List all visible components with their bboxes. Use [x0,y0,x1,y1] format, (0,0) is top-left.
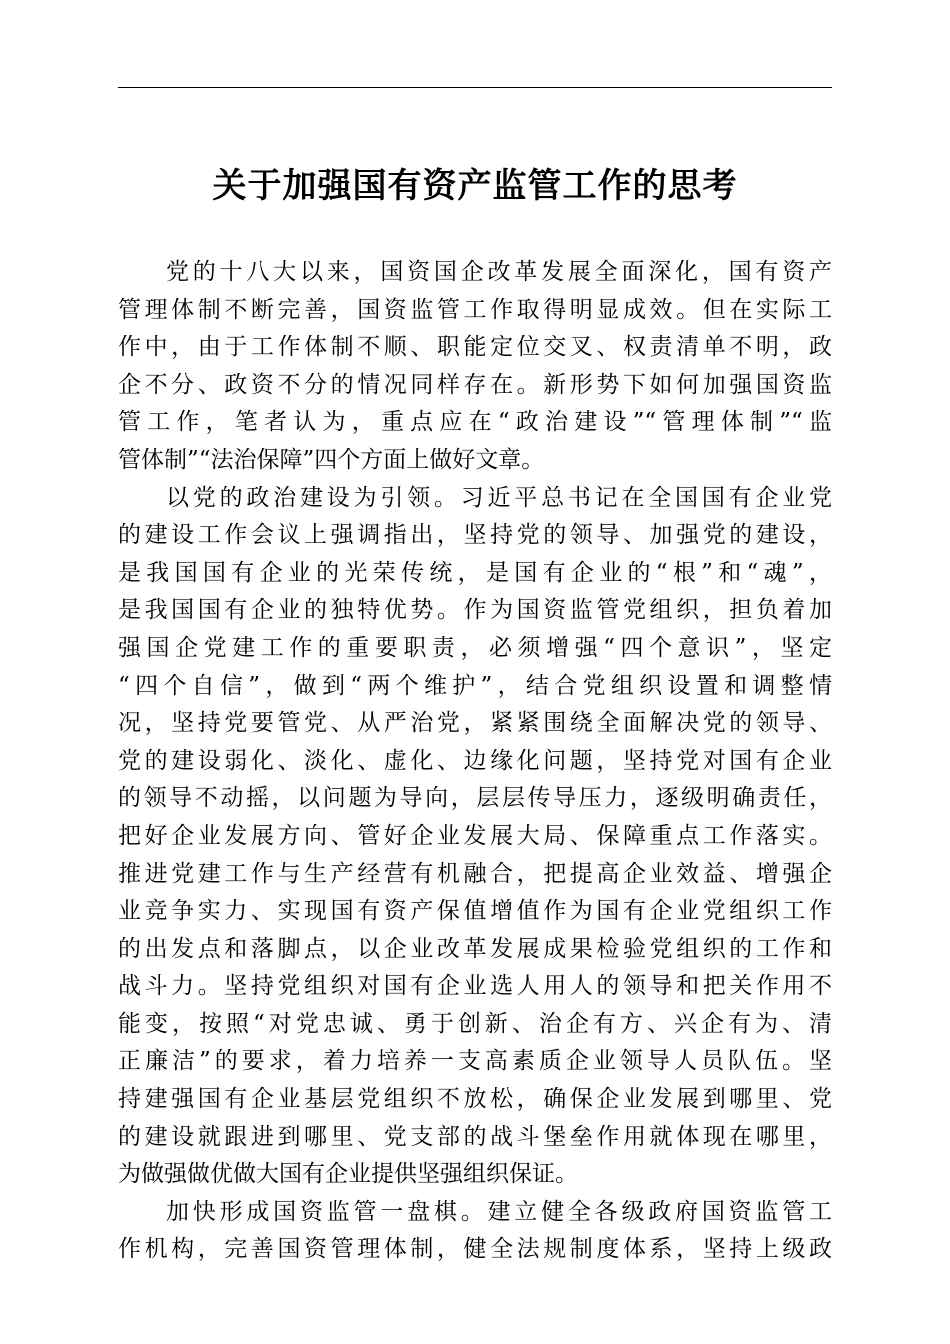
text-line: 是我国国有企业的光荣传统，是国有企业的“根”和“魂”， [118,559,832,586]
text-line: “四个自信”，做到“两个维护”，结合党组织设置和调整情 [118,672,832,699]
text-line: 把好企业发展方向、管好企业发展大局、保障重点工作落实。 [118,822,832,849]
text-line: 加快形成国资监管一盘棋。建立健全各级政府国资监管工 [166,1198,832,1225]
text-line: 党的建设弱化、淡化、虚化、边缘化问题，坚持党对国有企业 [118,747,832,774]
text-line: 战斗力。坚持党组织对国有企业选人用人的领导和把关作用不 [118,973,832,1000]
text-line: 强国企党建工作的重要职责，必须增强“四个意识”，坚定 [118,634,832,661]
text-line: 以党的政治建设为引领。习近平总书记在全国国有企业党 [166,484,832,511]
text-line: 业竞争实力、实现国有资产保值增值作为国有企业党组织工作 [118,898,832,925]
text-line: 能变，按照“对党忠诚、勇于创新、治企有方、兴企有为、清 [118,1010,832,1037]
text-line: 党的十八大以来，国资国企改革发展全面深化，国有资产 [166,259,832,285]
document-body [118,254,832,1269]
text-line: 是我国国有企业的独特优势。作为国资监管党组织，担负着加 [118,597,832,624]
text-line: 的建设工作会议上强调指出，坚持党的领导、加强党的建设， [118,522,832,549]
text-line: 企不分、政资不分的情况同样存在。新形势下如何加强国资监 [118,371,832,398]
text-line: 管工作，笔者认为，重点应在“政治建设”“管理体制”“监 [118,409,832,436]
header-rule [118,87,832,88]
text-line: 的出发点和落脚点，以企业改革发展成果检验党组织的工作和 [118,935,832,962]
text-line: 正廉洁”的要求，着力培养一支高素质企业领导人员队伍。坚 [118,1048,832,1075]
text-line: 推进党建工作与生产经营有机融合，把提高企业效益、增强企 [118,860,832,887]
text-line: 的领导不动摇，以问题为导向，层层传导压力，逐级明确责任， [118,785,832,812]
text-line: 管体制”“法治保障”四个方面上做好文章。 [118,446,545,473]
text-line: 为做强做优做大国有企业提供坚强组织保证。 [118,1161,578,1188]
document-title: 关于加强国有资产监管工作的思考 [212,166,738,206]
text-line: 的建设就跟进到哪里、党支部的战斗堡垒作用就体现在哪里， [118,1123,832,1150]
text-line: 况，坚持党要管党、从严治党，紧紧围绕全面解决党的领导、 [118,710,832,737]
text-line: 作机构，完善国资管理体制，健全法规制度体系，坚持上级政 [118,1236,832,1263]
text-line: 作中，由于工作体制不顺、职能定位交叉、权责清单不明，政 [118,334,832,361]
text-line: 管理体制不断完善，国资监管工作取得明显成效。但在实际工 [118,296,832,323]
text-line: 持建强国有企业基层党组织不放松，确保企业发展到哪里、党 [118,1086,832,1113]
